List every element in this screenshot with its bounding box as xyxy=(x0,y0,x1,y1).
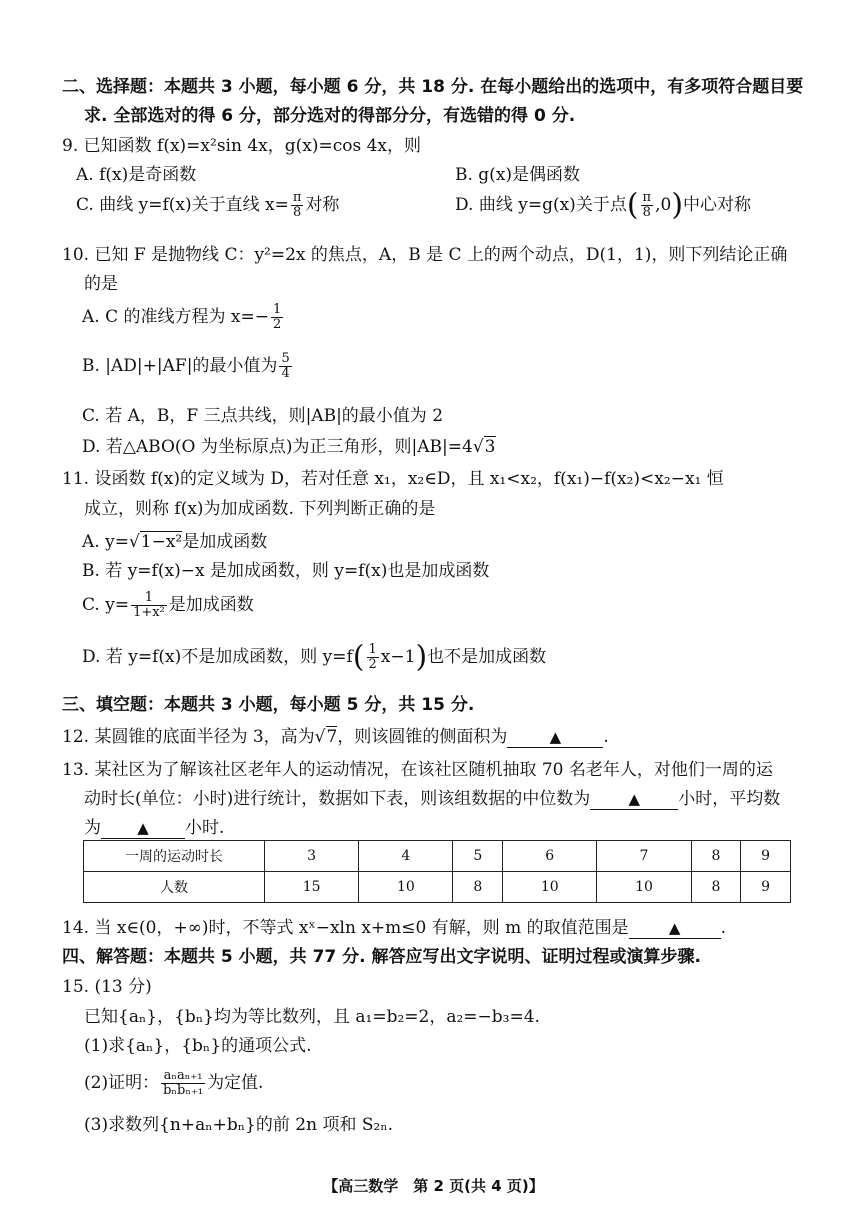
q13-stem-line3 xyxy=(84,813,224,839)
table-cell: 8 xyxy=(691,841,741,872)
q11-stem-line1: 11. 设函数 f(x)的定义域为 D，若对任意 x₁，x₂∈D，且 x₁<x₂，f(x₁)−f(x₂)<x₂−x₁ 恒 xyxy=(62,469,724,489)
q11-d-den: 2 xyxy=(368,657,377,672)
q15-p2-den: bₙbₙ₊₁ xyxy=(163,1083,204,1098)
q15-p2-num: aₙaₙ₊₁ xyxy=(161,1069,205,1084)
q11-option-d-mid: x−1 xyxy=(380,647,416,667)
q14-post: . xyxy=(720,918,727,938)
table-cell: 6 xyxy=(503,841,597,872)
q11-option-d-pre: D. 若 y=f(x)不是加成函数，则 y=f xyxy=(82,647,353,667)
q14-answer-blank[interactable] xyxy=(629,918,721,939)
q9-option-b: B. g(x)是偶函数 xyxy=(455,165,581,185)
q13-median-blank[interactable] xyxy=(590,789,678,810)
q15-part2-pre: (2)证明： xyxy=(84,1073,160,1093)
q11-c-num: 1 xyxy=(131,591,167,606)
q9-option-d-post: ,0 xyxy=(655,195,672,215)
q11-c-den: 1+x² xyxy=(133,605,165,620)
q10-option-d: D. 若△ABO(O 为坐标原点)为正三角形，则|AB|=4√3 xyxy=(82,437,496,457)
q10-b-num: 5 xyxy=(281,351,290,367)
q11-a-sqrt: 1−x² xyxy=(140,532,183,552)
q9-option-d-tail: 中心对称 xyxy=(683,195,752,215)
q14-blank-triangle: ▲ xyxy=(668,919,681,937)
q9-stem: 9. 已知函数 f(x)=x²sin 4x，g(x)=cos 4x，则 xyxy=(62,136,422,156)
q9-option-c-fraction xyxy=(291,191,304,219)
q9-option-d: D. 曲线 y=g(x)关于点( $\frac{\pi}{8}$ ,0)中心对称 xyxy=(455,187,752,223)
q14-pre: 14. 当 x∈(0，+∞)时，不等式 xˣ−xln x+m≤0 有解，则 m 的取值范围是 xyxy=(62,918,629,938)
table-row-hours xyxy=(84,841,791,872)
q9-c-num: π xyxy=(292,190,302,206)
q11-option-a-post: 是加成函数 xyxy=(182,532,268,552)
q9-option-d-pre: D. 曲线 y=g(x)关于点 xyxy=(455,195,627,215)
page-footer: 【高三数学 第 2 页(共 4 页)】 xyxy=(323,1177,544,1195)
q9-option-c-post: 对称 xyxy=(305,195,340,215)
q9-option-a: A. f(x)是奇函数 xyxy=(76,165,197,185)
q12-blank-triangle: ▲ xyxy=(549,728,562,746)
q9-d-den: 8 xyxy=(642,205,651,220)
q10-option-b xyxy=(82,351,294,381)
section2-heading-line1: 二、选择题：本题共 3 小题，每小题 6 分，共 18 分. 在每小题给出的选项中，有多项符合题目要 xyxy=(62,77,804,97)
q10-option-b-pre: B. |AD|+|AF|的最小值为 xyxy=(82,356,278,376)
q10-option-a-pre: A. C 的准线方程为 x=− xyxy=(82,307,269,327)
table-header-hours: 一周的运动时长 xyxy=(84,841,265,872)
q12-sqrt: 7 xyxy=(326,727,338,747)
q10-a-den: 2 xyxy=(272,317,282,332)
q13-line2-pre: 动时长(单位：小时)进行统计，数据如下表，则该组数据的中位数为 xyxy=(84,789,591,809)
q13-line2-post: 小时，平均数 xyxy=(678,789,781,809)
q15-part2-fraction xyxy=(161,1069,205,1097)
q10-option-b-fraction xyxy=(279,352,291,380)
q14 xyxy=(62,913,726,939)
q11-option-a-pre: A. y= xyxy=(82,532,129,552)
q11-d-num: 1 xyxy=(368,642,377,658)
table-cell: 7 xyxy=(597,841,691,872)
q15-given: 已知{aₙ}，{bₙ}均为等比数列，且 a₁=b₂=2，a₂=−b₃=4. xyxy=(84,1007,540,1027)
section2-heading-line2: 求. 全部选对的得 6 分，部分选对的得部分分，有选错的得 0 分. xyxy=(84,106,576,126)
table-header-count: 人数 xyxy=(84,872,265,903)
q10-stem-line1: 10. 已知 F 是抛物线 C：y²=2x 的焦点，A，B 是 C 上的两个动点，D(1，1)，则下列结论正确 xyxy=(62,245,788,265)
table-cell: 10 xyxy=(597,872,691,903)
q9-option-c xyxy=(76,190,339,220)
q11-stem-line2: 成立，则称 f(x)为加成函数. 下列判断正确的是 xyxy=(84,499,436,519)
q13-stem-line2 xyxy=(84,784,780,810)
q11-option-d: D. 若 y=f(x)不是加成函数，则 y=f( $\frac{1}{2}$ x−1)也不是加成函数 xyxy=(82,639,547,675)
q13-stem-line1: 13. 某社区为了解该社区老年人的运动情况，在该社区随机抽取 70 名老年人，对他们一周的运 xyxy=(62,760,773,780)
q11-option-b: B. 若 y=f(x)−x 是加成函数，则 y=f(x)也是加成函数 xyxy=(82,561,490,581)
section4-heading: 四、解答题：本题共 5 小题，共 77 分. 解答应写出文字说明、证明过程或演算步骤. xyxy=(62,947,701,967)
q12-mid: ，则该圆锥的侧面积为 xyxy=(337,727,508,747)
q10-option-a-fraction xyxy=(271,303,283,331)
q13-mean-blank[interactable] xyxy=(101,818,185,839)
q11-option-d-fraction xyxy=(367,643,379,671)
table-cell: 9 xyxy=(741,841,791,872)
q9-c-den: 8 xyxy=(292,205,302,220)
q11-option-d-post: 也不是加成函数 xyxy=(427,647,547,667)
q9-d-num: π xyxy=(642,190,652,206)
q11-option-c-post: 是加成函数 xyxy=(168,595,254,615)
table-cell: 10 xyxy=(503,872,597,903)
q15-part3: (3)求数列{n+aₙ+bₙ}的前 2n 项和 S₂ₙ. xyxy=(84,1115,394,1135)
q10-option-c: C. 若 A，B，F 三点共线，则|AB|的最小值为 2 xyxy=(82,406,444,426)
q10-stem-line2: 的是 xyxy=(84,274,118,294)
exercise-data-table xyxy=(83,840,791,903)
table-row-count xyxy=(84,872,791,903)
q9-option-c-pre: C. 曲线 y=f(x)关于直线 x= xyxy=(76,195,289,215)
table-cell: 8 xyxy=(453,872,503,903)
q15-part1: (1)求{aₙ}，{bₙ}的通项公式. xyxy=(84,1036,312,1056)
table-cell: 5 xyxy=(453,841,503,872)
q12-pre: 12. 某圆锥的底面半径为 3，高为 xyxy=(62,727,315,747)
table-cell: 3 xyxy=(265,841,359,872)
q12-post: . xyxy=(603,727,609,747)
q11-option-a: A. y=√1−x²是加成函数 xyxy=(82,532,268,552)
q15-head: 15. (13 分) xyxy=(62,977,152,997)
table-cell: 10 xyxy=(359,872,453,903)
q10-d-sqrt: 3 xyxy=(484,437,496,457)
q11-option-c xyxy=(82,590,254,620)
q15-part2 xyxy=(84,1068,263,1098)
q10-a-num: 1 xyxy=(272,302,282,318)
q11-option-c-pre: C. y= xyxy=(82,595,130,615)
q15-part2-post: 为定值. xyxy=(207,1073,264,1093)
q12-answer-blank[interactable] xyxy=(507,727,603,748)
q13-line3-post: 小时. xyxy=(185,818,225,838)
section3-heading: 三、填空题：本题共 3 小题，每小题 5 分，共 15 分. xyxy=(62,695,475,715)
q10-option-d-pre: D. 若△ABO(O 为坐标原点)为正三角形，则|AB|=4 xyxy=(82,437,473,457)
table-cell: 9 xyxy=(741,872,791,903)
q12: 12. 某圆锥的底面半径为 3，高为√7，则该圆锥的侧面积为 ▲ . xyxy=(62,727,609,747)
q13-blank2-triangle: ▲ xyxy=(137,819,149,837)
q10-b-den: 4 xyxy=(281,366,290,381)
q9-option-d-fraction xyxy=(641,191,654,219)
q10-option-a xyxy=(82,302,285,332)
table-cell: 8 xyxy=(691,872,741,903)
q13-line3-pre: 为 xyxy=(84,818,101,838)
table-cell: 15 xyxy=(265,872,359,903)
table-cell: 4 xyxy=(359,841,453,872)
q11-option-c-fraction xyxy=(131,591,167,619)
q13-blank1-triangle: ▲ xyxy=(628,790,641,808)
